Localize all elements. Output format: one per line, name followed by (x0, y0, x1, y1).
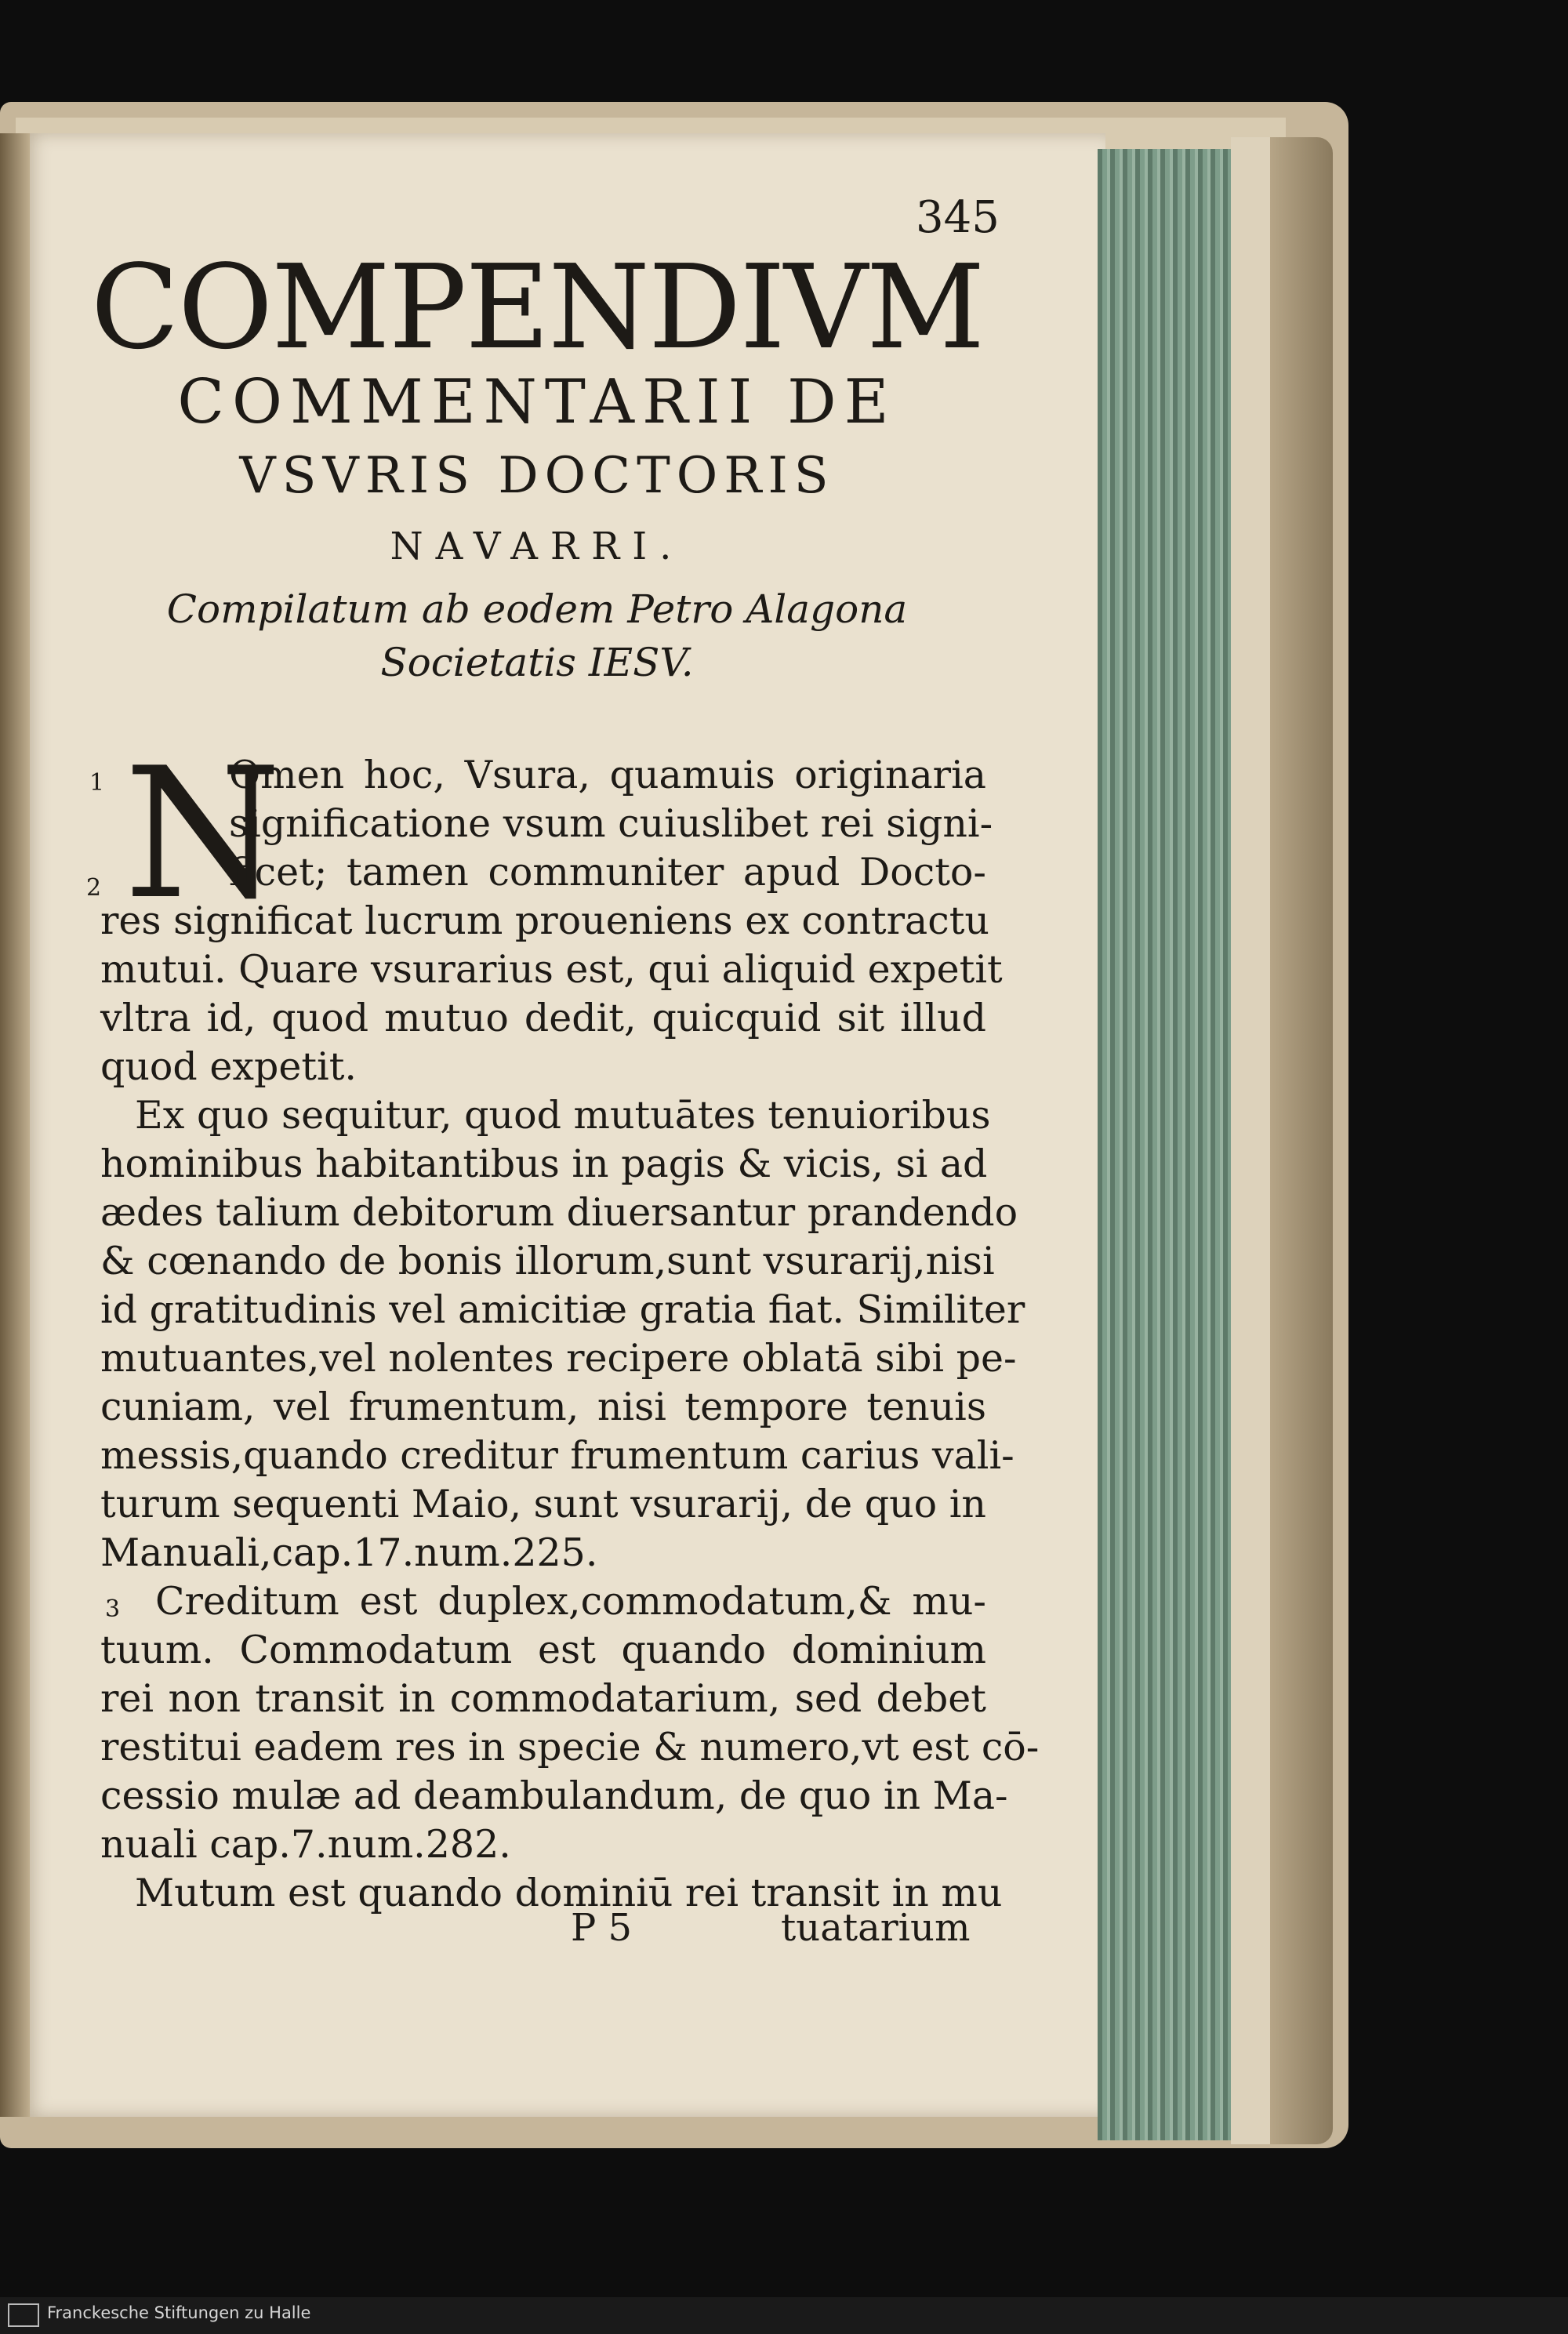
text-line: significatione vsum cuiuslibet rei signi- (229, 801, 993, 846)
margin-number-3: 3 (105, 1595, 121, 1623)
text-line: ficet; tamen communiter apud Docto- (229, 850, 986, 895)
text-line: restitui eadem res in specie & numero,vt est cō- (100, 1725, 1040, 1770)
text-line: Manuali,cap.17.num.225. (100, 1530, 598, 1575)
text-line: res significat lucrum proueniens ex contractu (100, 898, 989, 943)
text-line: ædes talium debitorum diuersantur prandendo (100, 1190, 1018, 1235)
text-line: quod expetit. (100, 1044, 357, 1089)
title-commentarii: COMMENTARII DE (177, 367, 897, 437)
text-line: rei non transit in commodatarium, sed debet (100, 1676, 986, 1721)
text-line: & cœnando de bonis illorum,sunt vsurarij,nisi (100, 1239, 995, 1283)
text-line: turum sequenti Maio, sunt vsurarij, de quo in (100, 1482, 986, 1526)
text-line: Omen hoc, Vsura, quamuis originaria (229, 753, 986, 797)
text-line: vltra id, quod mutuo dedit, quicquid sit illud (100, 996, 986, 1040)
page-number: 345 (916, 192, 1000, 243)
signature-mark: P 5 (571, 1906, 633, 1950)
book-spine-edge (1270, 137, 1333, 2144)
text-line: cuniam, vel frumentum, nisi tempore tenuis (100, 1385, 986, 1429)
drop-cap: N (124, 730, 282, 939)
text-line: mutuantes,vel nolentes recipere oblatā sibi pe- (100, 1336, 1017, 1381)
text-line: mutui. Quare vsurarius est, qui aliquid expetit (100, 947, 1003, 992)
margin-number-2: 2 (86, 874, 102, 902)
page-gutter (0, 133, 30, 2117)
text-line: hominibus habitantibus in pagis & vicis, si ad (100, 1142, 988, 1186)
text-line: nuali cap.7.num.282. (100, 1822, 511, 1867)
title-navarri: NAVARRI. (390, 525, 684, 568)
text-line: Mutum est quando dominiū rei transit in mu (135, 1871, 1003, 1915)
text-line: id gratitudinis vel amicitiæ gratia fiat. Similiter (100, 1287, 1025, 1332)
text-line: cessio mulæ ad deambulandum, de quo in Ma- (100, 1773, 1008, 1818)
footer-credit: Franckesche Stiftungen zu Halle (47, 2303, 311, 2322)
catchword: tuatarium (781, 1906, 971, 1950)
title-vsuris: VSVRIS DOCTORIS (239, 447, 835, 505)
text-line: Creditum est duplex,commodatum,& mu- (155, 1579, 986, 1624)
margin-number-1: 1 (89, 769, 105, 797)
green-fore-edge (1098, 149, 1231, 2140)
text-line: messis,quando creditur frumentum carius vali- (100, 1433, 1014, 1478)
text-line: tuum. Commodatum est quando dominium (100, 1628, 986, 1672)
subtitle-compilatum: Compilatum ab eodem Petro Alagona (166, 586, 908, 632)
title-compendium: COMPENDIVM (90, 240, 984, 375)
subtitle-societatis: Societatis IESV. (380, 640, 694, 685)
page-block-edge (1231, 137, 1270, 2144)
text-line: Ex quo sequitur, quod mutuātes tenuioribus (135, 1093, 991, 1138)
library-logo-icon (8, 2303, 39, 2327)
